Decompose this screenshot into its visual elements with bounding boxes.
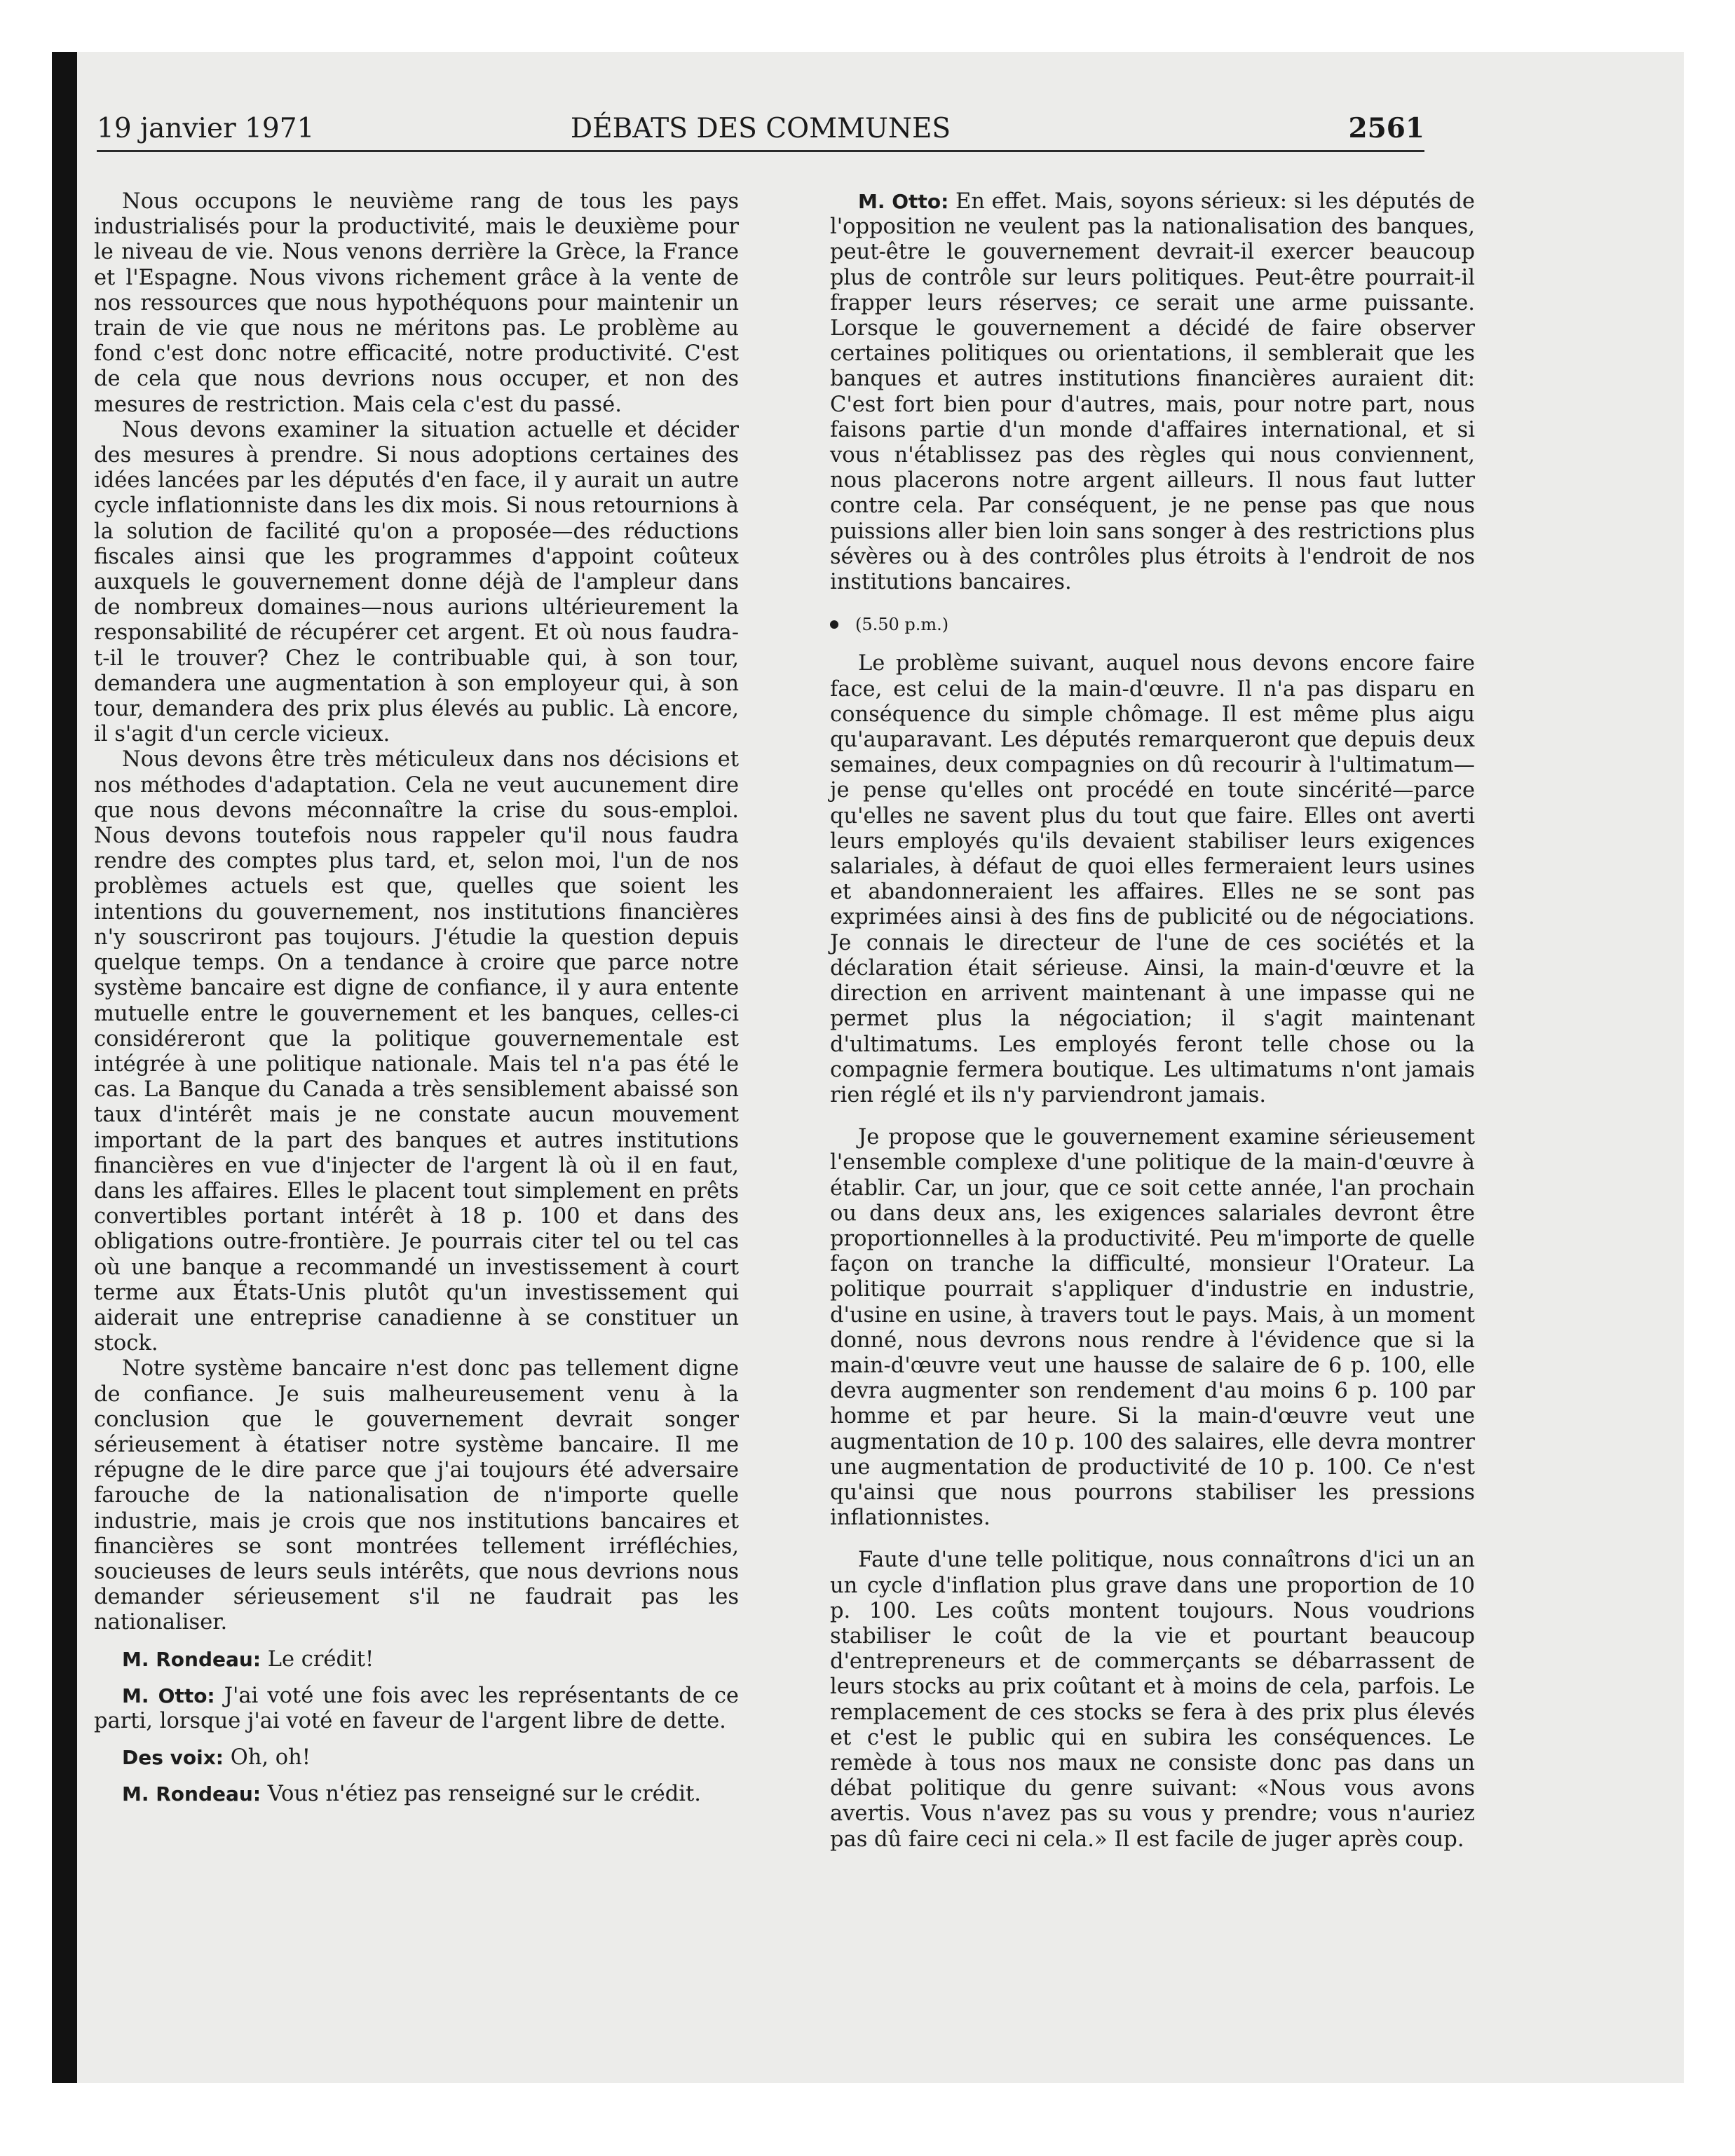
speaker-name: M. Otto:: [122, 1684, 215, 1707]
header-date: 19 janvier 1971: [97, 113, 315, 144]
page-number: 2561: [1348, 112, 1424, 144]
speaker-name: Des voix:: [122, 1746, 224, 1770]
speech-paragraph: [830, 189, 1475, 595]
page-header: [97, 97, 1424, 152]
speech-paragraph: [94, 1745, 739, 1770]
scan-edge: [52, 52, 77, 2083]
paragraph: Nous devons être très méticuleux dans nos décisions et nos méthodes d'adaptation. Cela ne veut aucunement dire que nous devons méconnaître la crise du sous-emploi. Nous devons toutefois nous rappeler qu'il nous faudra rendre des comptes plus tard, et, selon moi, l'un de nos problèmes actuels est que, quelles que soient les intentions du gouvernement, nos institutions financières n'y souscriront pas toujours. J'étudie la question depuis quelque temps. On a tendance à croire que parce notre système bancaire est digne de confiance, il y aura entente mutuelle entre le gouvernement et les banques, celles-ci considéreront que la politique gouvernementale est intégrée à une politique nationale. Mais tel n'a pas été le cas. La Banque du Canada a très sensiblement abaissé son taux d'intérêt mais je ne constate aucun mouvement important de la part des banques et autres institutions financières en vue d'injecter de l'argent là où il en faut, dans les affaires. Elles le placent tout simplement en prêts convertibles portant intérêt à 18 p. 100 et dans des obligations outre-frontière. Je pourrais citer tel ou tel cas où une banque a recommandé un investissement à court terme aux États-Unis plutôt qu'un investissement qui aiderait une entreprise canadienne à se constituer un stock.: [94, 747, 739, 1356]
speech-text: J'ai voté une fois avec les représentants de ce parti, lorsque j'ai voté en faveur de l'argent libre de dette.: [94, 1683, 739, 1733]
speech-text: En effet. Mais, soyons sérieux: si les députés de l'opposition ne veulent pas la nationalisation des banques, peut-être le gouvernement devrait-il exercer beaucoup plus de contrôle sur leurs politiques. Peut-être pourrait-il frapper leurs réserves; ce serait une arme puissante. Lorsque le gouvernement a décidé de faire observer certaines politiques ou orientations, il semblerait que les banques et autres institutions financières auraient dit: C'est fort bien pour d'autres, mais, pour notre part, nous faisons partie d'un monde d'affaires international, et si vous n'établissez pas des règles qui nous conviennent, nous placerons notre argent ailleurs. Il nous faut lutter contre cela. Par conséquent, je ne pense pas que nous puissions aller bien loin sans songer à des restrictions plus sévères ou à des contrôles plus étroits à l'endroit de nos institutions bancaires.: [830, 189, 1475, 595]
bullet-dot-icon: [830, 620, 838, 629]
left-column: [94, 189, 739, 1808]
paragraph: Notre système bancaire n'est donc pas tellement digne de confiance. Je suis malheureusement venu à la conclusion que le gouvernement devrait songer sérieusement à étatiser notre système bancaire. Il me répugne de le dire parce que j'ai toujours été adversaire farouche de la nationalisation de n'importe quelle industrie, mais je crois que nos institutions bancaires et financières se sont montrées tellement irréfléchies, soucieuses de leurs seuls intérêts, que nous devrions nous demander sérieusement s'il ne faudrait pas les nationaliser.: [94, 1356, 739, 1635]
speaker-name: M. Rondeau:: [122, 1782, 261, 1806]
speech-text: Vous n'étiez pas renseigné sur le crédit.: [261, 1782, 701, 1807]
speech-paragraph: [94, 1647, 739, 1672]
paragraph: Je propose que le gouvernement examine sérieusement l'ensemble complexe d'une politique de la main-d'œuvre à établir. Car, un jour, que ce soit cette année, l'an prochain ou dans deux ans, les exigences salariales devront être proportionnelles à la productivité. Peu m'importe de quelle façon on tranche la difficulté, monsieur l'Orateur. La politique pourrait s'appliquer d'industrie en industrie, d'usine en usine, à travers tout le pays. Mais, à un moment donné, nous devrons nous rendre à l'évidence que si la main-d'œuvre veut une hausse de salaire de 6 p. 100, elle devra augmenter son rendement d'au moins 6 p. 100 par homme et par heure. Si la main-d'œuvre veut une augmentation de 10 p. 100 des salaires, elle devra montrer une augmentation de productivité de 10 p. 100. Ce n'est qu'ainsi que nous pourrons stabiliser les pressions inflationnistes.: [830, 1125, 1475, 1531]
speaker-name: M. Rondeau:: [122, 1647, 261, 1671]
speech-paragraph: [94, 1782, 739, 1807]
time-marker: [830, 612, 1475, 637]
speaker-name: M. Otto:: [858, 190, 949, 213]
paragraph: Faute d'une telle politique, nous connaîtrons d'ici un an un cycle d'inflation plus grave dans une proportion de 10 p. 100. Les coûts montent toujours. Nous voudrions stabiliser le coût de la vie et pourtant beaucoup d'entrepreneurs et de commerçants se débarrassent de leurs stocks au prix coûtant et à moins de cela, parfois. Le remplacement de ces stocks se fera à des prix plus élevés et c'est le public qui en subira les conséquences. Le remède à tous nos maux ne consiste donc pas dans un débat politique du genre suivant: «Nous vous avons avertis. Vous n'avez pas su vous y prendre; vous n'auriez pas dû faire ceci ni cela.» Il est facile de juger après coup.: [830, 1548, 1475, 1852]
speech-text: Oh, oh!: [224, 1745, 311, 1770]
paragraph: Nous occupons le neuvième rang de tous les pays industrialisés pour la productivité, mais le deuxième pour le niveau de vie. Nous venons derrière la Grèce, la France et l'Espagne. Nous vivons richement grâce à la vente de nos ressources que nous hypothéquons pour maintenir un train de vie que nous ne méritons pas. Le problème au fond c'est donc notre efficacité, notre productivité. C'est de cela que nous devrions nous occuper, et non des mesures de restriction. Mais cela c'est du passé.: [94, 189, 739, 417]
paragraph: Nous devons examiner la situation actuelle et décider des mesures à prendre. Si nous adoptions certaines des idées lancées par les députés d'en face, il y aurait un autre cycle inflationniste dans les dix mois. Si nous retournions à la solution de facilité qu'on a proposée—des réductions fiscales ainsi que les programmes d'appoint coûteux auxquels le gouvernement donne déjà de l'ampleur dans de nombreux domaines—nous aurions ultérieurement la responsabilité de récupérer cet argent. Et où nous faudra-t-il le trouver? Chez le contribuable qui, à son tour, demandera une augmentation à son employeur qui, à son tour, demandera des prix plus élevés au public. Là encore, il s'agit d'un cercle vicieux.: [94, 417, 739, 747]
speech-paragraph: [94, 1684, 739, 1734]
paragraph: Le problème suivant, auquel nous devons encore faire face, est celui de la main-d'œuvre. Il n'a pas disparu en conséquence du simple chômage. Il est même plus aigu qu'auparavant. Les députés remarqueront que depuis deux semaines, deux compagnies on dû recourir à l'ultimatum—je pense qu'elles ont procédé en toute sincérité—parce qu'elles ne savent plus du tout que faire. Elles ont averti leurs employés qu'ils devaient stabiliser leurs exigences salariales, à défaut de quoi elles fermeraient leurs usines et abandonneraient les affaires. Elles ne se sont pas exprimées ainsi à des fins de publicité ou de négociations. Je connais le directeur de l'une de ces sociétés et la déclaration était sérieuse. Ainsi, la main-d'œuvre et la direction en arrivent maintenant à une impasse qui ne permet plus la négociation; il s'agit maintenant d'ultimatums. Les employés feront telle chose ou la compagnie fermera boutique. Les ultimatums n'ont jamais rien réglé et ils n'y parviendront jamais.: [830, 651, 1475, 1107]
header-title: DÉBATS DES COMMUNES: [570, 113, 951, 144]
time-marker-text: (5.50 p.m.): [855, 615, 949, 635]
right-column: [830, 189, 1475, 1853]
speech-text: Le crédit!: [261, 1646, 374, 1672]
